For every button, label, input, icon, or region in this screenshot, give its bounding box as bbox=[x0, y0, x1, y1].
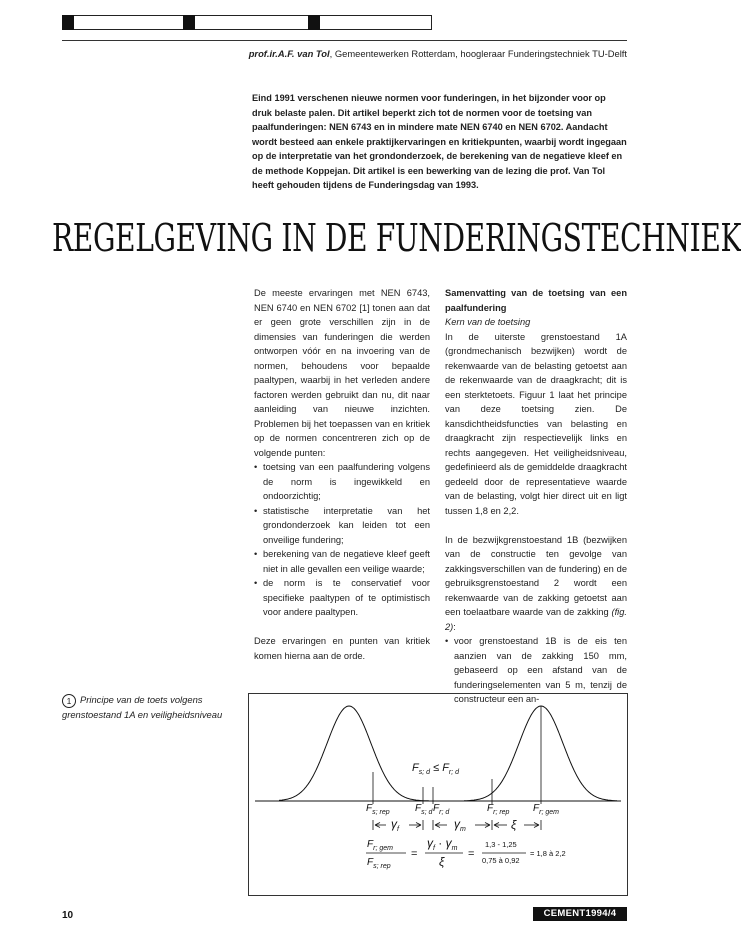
criticism-list bbox=[254, 460, 430, 620]
page-number: 10 bbox=[62, 910, 74, 921]
figure-1 bbox=[248, 693, 628, 896]
label-fr-gem: $F_{r; gem}$ bbox=[533, 803, 559, 816]
author-line bbox=[150, 47, 627, 60]
paragraph-1a: In de uiterste grenstoestand 1A (grondmechanisch bezwijken) wordt de rekenwaarde van de belasting getoetst aan de rekenwaarde van de draagkracht; dit is een sterktetoets. Figuur 1 laat het principe van deze toetsing zien. De kansdichtheidsfuncties van belasting en draagkracht zijn respectievelijk links en rechts aangegeven. Het veiligheidsniveau, gedefinieerd als de gemiddelde draagkracht gedeeld door de representatieve waarde van de belasting, volgt hier direct uit en ligt tussen 1,8 en 2,2. bbox=[445, 331, 627, 516]
equals-sign-1: = bbox=[411, 848, 418, 860]
paragraph-1b bbox=[445, 533, 627, 635]
article-headline: REGELGEVING IN DE FUNDERINGSTECHNIEK bbox=[52, 216, 741, 260]
formula-numerator-1: $F_{r; gem}$ bbox=[367, 839, 393, 852]
figure-caption-text: Principe van de toets volgens grenstoestand 1A en veiligheidsniveau bbox=[62, 694, 223, 720]
condition-sub-right: r; d bbox=[448, 769, 460, 776]
header-bar bbox=[62, 15, 432, 30]
intro-paragraph: De meeste ervaringen met NEN 6743, NEN 6740 en NEN 6702 [1] tonen aan dat er geen grote verschillen zijn in de dimensies van funderingen die werden ontworpen vóór en na invoering van de normen, behoudens voor bepaalde paaltypen, waarbij in het verleden andere factoren werden gebruikt dan nu, dit naar aanleiding van nieuwe inzichten. Problemen bij het toepassen van en kritiek op de normen concentreren zich op de volgende punten: bbox=[254, 288, 430, 458]
section-subheading: Kern van de toetsing bbox=[445, 317, 531, 327]
paragraph-1b-end: : bbox=[453, 621, 456, 632]
xi-label: ξ bbox=[511, 818, 517, 832]
label-fs-rep-sub: s; rep bbox=[372, 809, 390, 816]
header-rule bbox=[62, 40, 627, 41]
label-fs-d: $F_{s; d}$ bbox=[415, 803, 433, 816]
header-bar-block bbox=[62, 15, 74, 30]
list-item: • de norm is te conservatief voor specifieke paaltypen of te optimistisch voor andere paaltypen. bbox=[254, 576, 430, 620]
outro-paragraph: Deze ervaringen en punten van kritiek komen hierna aan de orde. bbox=[254, 636, 430, 661]
gamma-m-sub: m bbox=[460, 826, 466, 833]
condition-label: $F_{s; d} \le F_{r; d}$ bbox=[412, 762, 460, 776]
resistance-density-curve bbox=[464, 706, 617, 801]
formula-num2-sub-f: f bbox=[433, 845, 435, 852]
label-fs-d-sub: s; d bbox=[421, 809, 433, 816]
distribution-diagram bbox=[249, 694, 627, 895]
formula-numerator-3: 1,3 - 1,25 bbox=[485, 840, 517, 849]
abstract: Eind 1991 verschenen nieuwe normen voor funderingen, in het bijzonder voor op druk belaste palen. Dit artikel beperkt zich tot de normen voor de toetsing van paalfunderingen: NEN 6743 en in mindere mate NEN 6740 en NEN 6702. Aandacht wordt besteed aan enkele praktijkervaringen en kritiekpunten, waarbij wordt ingegaan op de interpretatie van het grondonderzoek, de berekening van de negatieve kleef en de methode Koppejan. Dit artikel is een bewerking van de lezing die prof. Van Tol heeft gehouden tijdens de Funderingsdag van 1993. bbox=[252, 93, 627, 190]
label-fr-rep: $F_{r; rep}$ bbox=[487, 803, 510, 816]
header-bar-block bbox=[183, 15, 195, 30]
header-bar-block bbox=[308, 15, 320, 30]
figure-reference: (fig. 2) bbox=[445, 607, 627, 632]
condition-sub-left: s; d bbox=[418, 769, 431, 776]
formula-dot: · bbox=[434, 836, 446, 850]
figure-caption bbox=[62, 693, 237, 722]
formula-num2-sub-m: m bbox=[451, 845, 458, 852]
list-item: • berekening van de negatieve kleef geeft niet in alle gevallen een veilige waarde; bbox=[254, 547, 430, 576]
condition-operator: ≤ bbox=[430, 762, 443, 774]
label-fr-d-sub: r; d bbox=[439, 809, 450, 816]
load-density-curve bbox=[279, 706, 429, 801]
gamma-m-label: $\gamma_m$ bbox=[454, 817, 466, 833]
list-item: • statistische interpretatie van het grondonderzoek kan leiden tot een onveilige fundering; bbox=[254, 504, 430, 548]
body-column-left bbox=[254, 286, 430, 663]
section-heading: Samenvatting van de toetsing van een paalfundering bbox=[445, 288, 627, 313]
formula-denominator-3: 0,75 à 0,92 bbox=[482, 856, 520, 865]
formula-den1-sub: s; rep bbox=[373, 863, 391, 870]
gamma-f-label: $\gamma_f$ bbox=[391, 817, 399, 833]
journal-badge: CEMENT1994/4 bbox=[533, 907, 627, 921]
label-fr-gem-sub: r; gem bbox=[539, 809, 559, 816]
gamma-f-sub: f bbox=[397, 826, 399, 833]
formula-result: = 1,8 à 2,2 bbox=[530, 849, 566, 858]
author-name: prof.ir.A.F. van Tol bbox=[248, 48, 330, 59]
body-column-right bbox=[445, 286, 627, 707]
formula-numerator-2: $\gamma_f \cdot \gamma_m$ bbox=[427, 836, 458, 852]
label-fr-rep-sub: r; rep bbox=[493, 809, 510, 816]
figure-number: 1 bbox=[62, 694, 76, 708]
formula-denominator-2: ξ bbox=[439, 855, 445, 869]
formula-num1-sub: r; gem bbox=[373, 845, 393, 852]
author-affiliation: , Gemeentewerken Rotterdam, hoogleraar Funderingstechniek TU-Delft bbox=[329, 48, 627, 59]
paragraph-1b-text: In de bezwijkgrenstoestand 1B (bezwijken van de constructie ten gevolge van zakkingsverschillen van de fundering) en de gebruiksgrenstoestand 2 wordt een rekenwaarde van de zakking getoetst aan een toelaatbare waarde van de zakking bbox=[445, 534, 627, 617]
list-item: • voor grenstoestand 1B is de eis ten aanzien van de zakking 150 mm, gebaseerd op een afstand van de funderingselementen van 5 m, tenzij de constructeur een an- bbox=[445, 634, 627, 707]
formula-denominator-1: $F_{s; rep}$ bbox=[367, 857, 391, 870]
label-fr-d: $F_{r; d}$ bbox=[433, 803, 450, 816]
equals-sign-2: = bbox=[468, 848, 475, 860]
list-item: • toetsing van een paalfundering volgens de norm is ingewikkeld en ondoorzichtig; bbox=[254, 460, 430, 504]
label-fs-rep: $F_{s; rep}$ bbox=[366, 803, 390, 816]
